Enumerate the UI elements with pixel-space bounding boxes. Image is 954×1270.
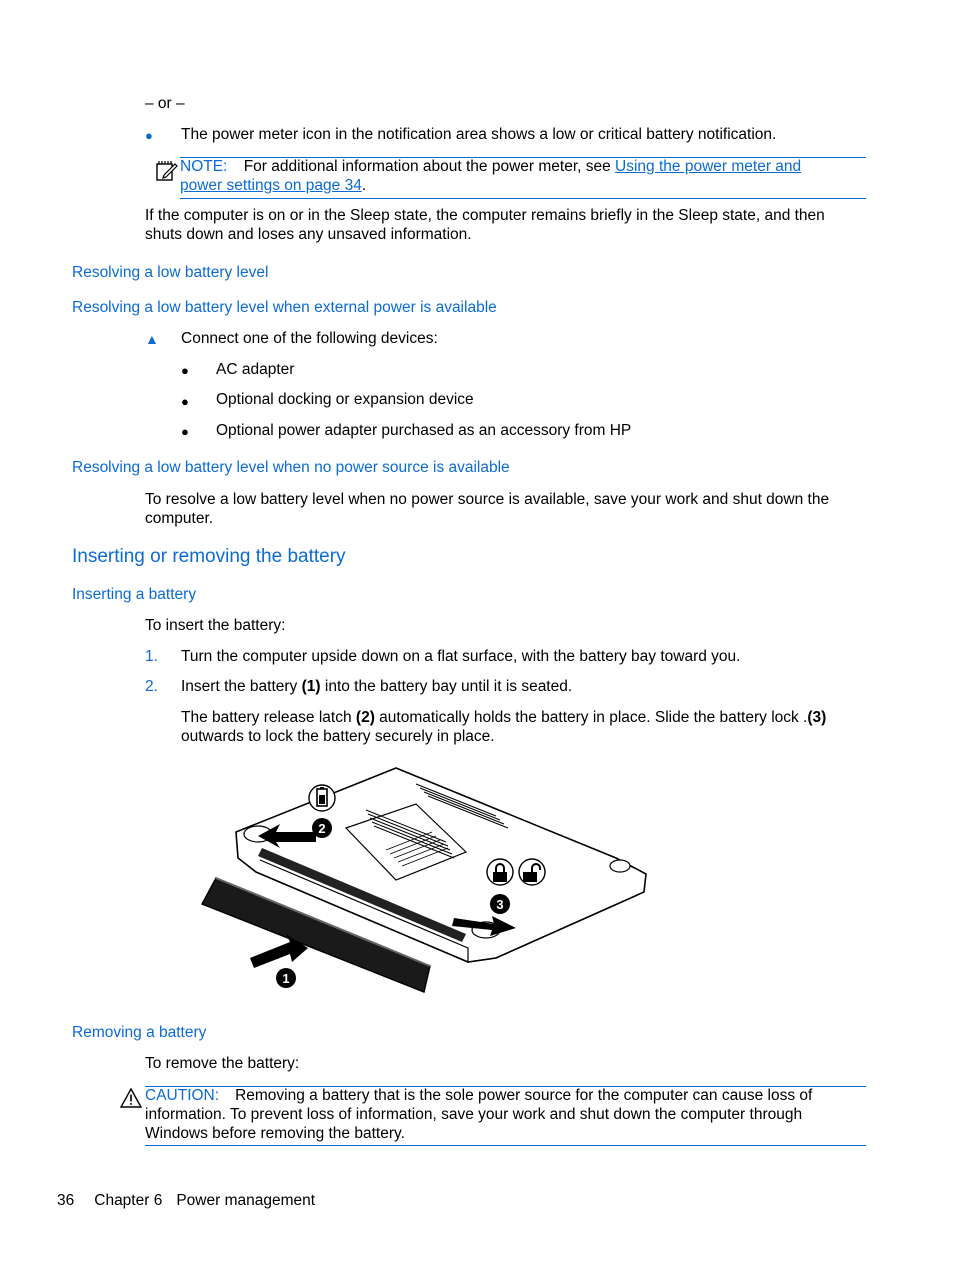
no-power-paragraph-line2: computer.	[145, 510, 214, 527]
unlock-icon	[519, 859, 545, 885]
bullet-text: The power meter icon in the notification area shows a low or critical battery notification.	[181, 126, 777, 143]
power-meter-link-part2[interactable]: power settings on page 34	[180, 177, 362, 194]
note-text: For additional information about the power meter, see	[243, 158, 616, 175]
callout-3-label: 3	[496, 897, 504, 912]
bullet-icon: ●	[181, 363, 189, 378]
heading-removing-battery: Removing a battery	[72, 1024, 207, 1041]
note-box	[180, 157, 866, 199]
step-number: 2.	[145, 678, 158, 695]
latch-paragraph-line2: outwards to lock the battery securely in place.	[181, 728, 495, 745]
note-icon	[155, 158, 179, 182]
insert-intro: To insert the battery:	[145, 617, 286, 634]
chapter-number: Chapter 6	[94, 1192, 163, 1209]
callout-2-label: 2	[318, 821, 326, 836]
lock-icon	[487, 859, 513, 885]
or-separator: – or –	[145, 95, 185, 112]
callout-1-label: 1	[282, 971, 290, 986]
heading-external-power: Resolving a low battery level when external power is available	[72, 299, 497, 316]
device-item: Optional power adapter purchased as an accessory from HP	[216, 422, 632, 439]
battery-icon	[309, 785, 335, 811]
power-meter-link-part1[interactable]: Using the power meter and	[615, 158, 802, 175]
note-label: NOTE:	[180, 158, 228, 175]
step-number: 1.	[145, 648, 158, 665]
remove-intro: To remove the battery:	[145, 1055, 300, 1072]
no-power-paragraph-line1: To resolve a low battery level when no power source is available, save your work and shut down the	[145, 491, 830, 508]
connect-step-text: Connect one of the following devices:	[181, 330, 438, 347]
step2-text: Insert the battery (1) into the battery bay until it is seated.	[181, 678, 573, 695]
device-item: AC adapter	[216, 361, 295, 378]
warning-triangle-icon	[120, 1088, 142, 1108]
footer	[57, 1191, 315, 1210]
note-period: .	[361, 177, 367, 194]
sleep-paragraph-line1: If the computer is on or in the Sleep state, the computer remains briefly in the Sleep state, and then	[145, 207, 825, 224]
caution-line1: Removing a battery that is the sole power source for the computer can cause loss of	[235, 1087, 813, 1104]
caution-line2: information. To prevent loss of information, save your work and shut down the computer through	[145, 1106, 803, 1123]
step1-text: Turn the computer upside down on a flat surface, with the battery bay toward you.	[181, 648, 741, 665]
bullet-icon: ●	[181, 394, 189, 409]
caution-label: CAUTION:	[145, 1087, 220, 1104]
latch-paragraph-line1: The battery release latch (2) automatically holds the battery in place. Slide the battery lock .(3)	[181, 709, 827, 726]
bullet-icon: ●	[181, 424, 189, 439]
heading-resolving-low-battery: Resolving a low battery level	[72, 264, 269, 281]
page-number: 36	[57, 1192, 75, 1209]
device-item: Optional docking or expansion device	[216, 391, 474, 408]
caution-line3: Windows before removing the battery.	[145, 1125, 405, 1142]
bullet-icon: ●	[145, 128, 153, 143]
sleep-paragraph-line2: shuts down and loses any unsaved information.	[145, 226, 472, 243]
chapter-title: Power management	[176, 1192, 316, 1209]
caution-box	[145, 1086, 866, 1146]
heading-no-power-source: Resolving a low battery level when no power source is available	[72, 459, 510, 476]
heading-inserting-removing-battery: Inserting or removing the battery	[72, 546, 346, 567]
heading-inserting-battery: Inserting a battery	[72, 586, 197, 603]
triangle-step-icon: ▲	[145, 331, 159, 347]
battery-insertion-illustration	[196, 762, 656, 1002]
